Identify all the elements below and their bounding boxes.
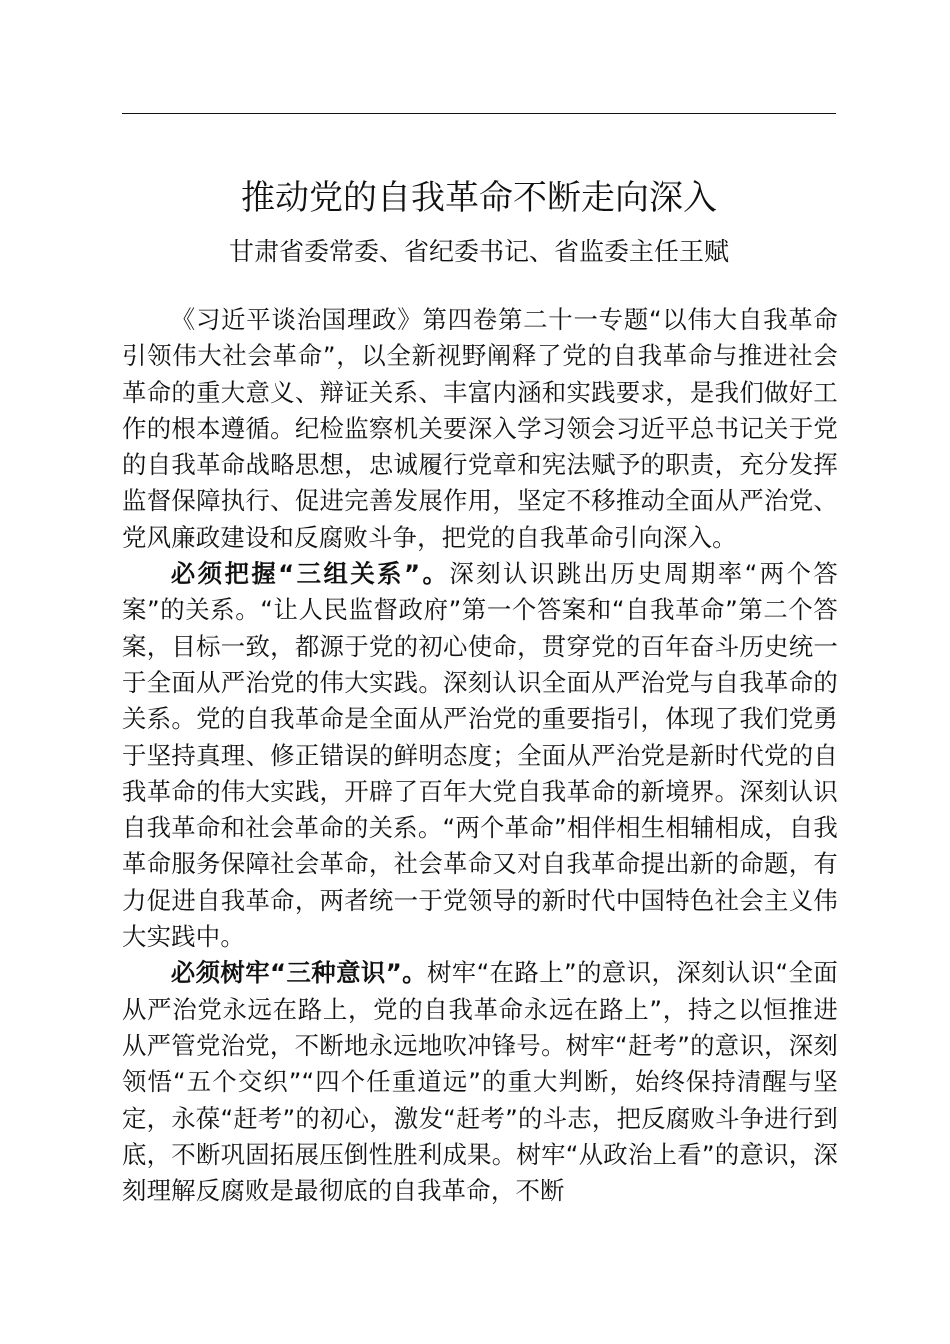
author-line: 甘肃省委常委、省纪委书记、省监委主任王赋	[228, 237, 729, 266]
paragraph-3-text: 树牢“在路上”的意识，深刻认识“全面从严治党永远在路上，党的自我革命永远在路上”，持之以恒推进从严管党治党，不断地永远地吹冲锋号。树牢“赶考”的意识，深刻领悟“五个交织”“四个任重道远”的重大判断，始终保持清醒与坚定，永葆“赶考”的初心，激发“赶考”的斗志，把反腐败斗争进行到底，不断巩固拓展压倒性胜利成果。树牢“从政治上看”的意识，深刻理解反腐败是最彻底的自我革命，不断	[122, 958, 838, 1206]
header-rule	[122, 113, 836, 114]
paragraph-2	[122, 556, 838, 955]
paragraph-2-lead: 必须把握“三组关系”。	[170, 559, 450, 589]
paragraph-1	[122, 302, 838, 556]
article-body	[122, 302, 838, 1209]
paragraph-3	[122, 955, 838, 1209]
article-title: 推动党的自我革命不断走向深入	[241, 178, 717, 218]
paragraph-2-text: 深刻认识跳出历史周期率“两个答案”的关系。“让人民监督政府”第一个答案和“自我革命”第二个答案，目标一致，都源于党的初心使命，贯穿党的百年奋斗历史统一于全面从严治党的伟大实践。深刻认识全面从严治党与自我革命的关系。党的自我革命是全面从严治党的重要指引，体现了我们党勇于坚持真理、修正错误的鲜明态度；全面从严治党是新时代党的自我革命的伟大实践，开辟了百年大党自我革命的新境界。深刻认识自我革命和社会革命的关系。“两个革命”相伴相生相辅相成，自我革命服务保障社会革命，社会革命又对自我革命提出新的命题，有力促进自我革命，两者统一于党领导的新时代中国特色社会主义伟大实践中。	[122, 559, 839, 952]
paragraph-1-text: 《习近平谈治国理政》第四卷第二十一专题“以伟大自我革命引领伟大社会革命”，以全新视野阐释了党的自我革命与推进社会革命的重大意义、辩证关系、丰富内涵和实践要求，是我们做好工作的根本遵循。纪检监察机关要深入学习领会习近平总书记关于党的自我革命战略思想，忠诚履行党章和宪法赋予的职责，充分发挥监督保障执行、促进完善发展作用，坚定不移推动全面从严治党、党风廉政建设和反腐败斗争，把党的自我革命引向深入。	[122, 305, 838, 552]
paragraph-3-lead: 必须树牢“三种意识”。	[170, 958, 427, 988]
